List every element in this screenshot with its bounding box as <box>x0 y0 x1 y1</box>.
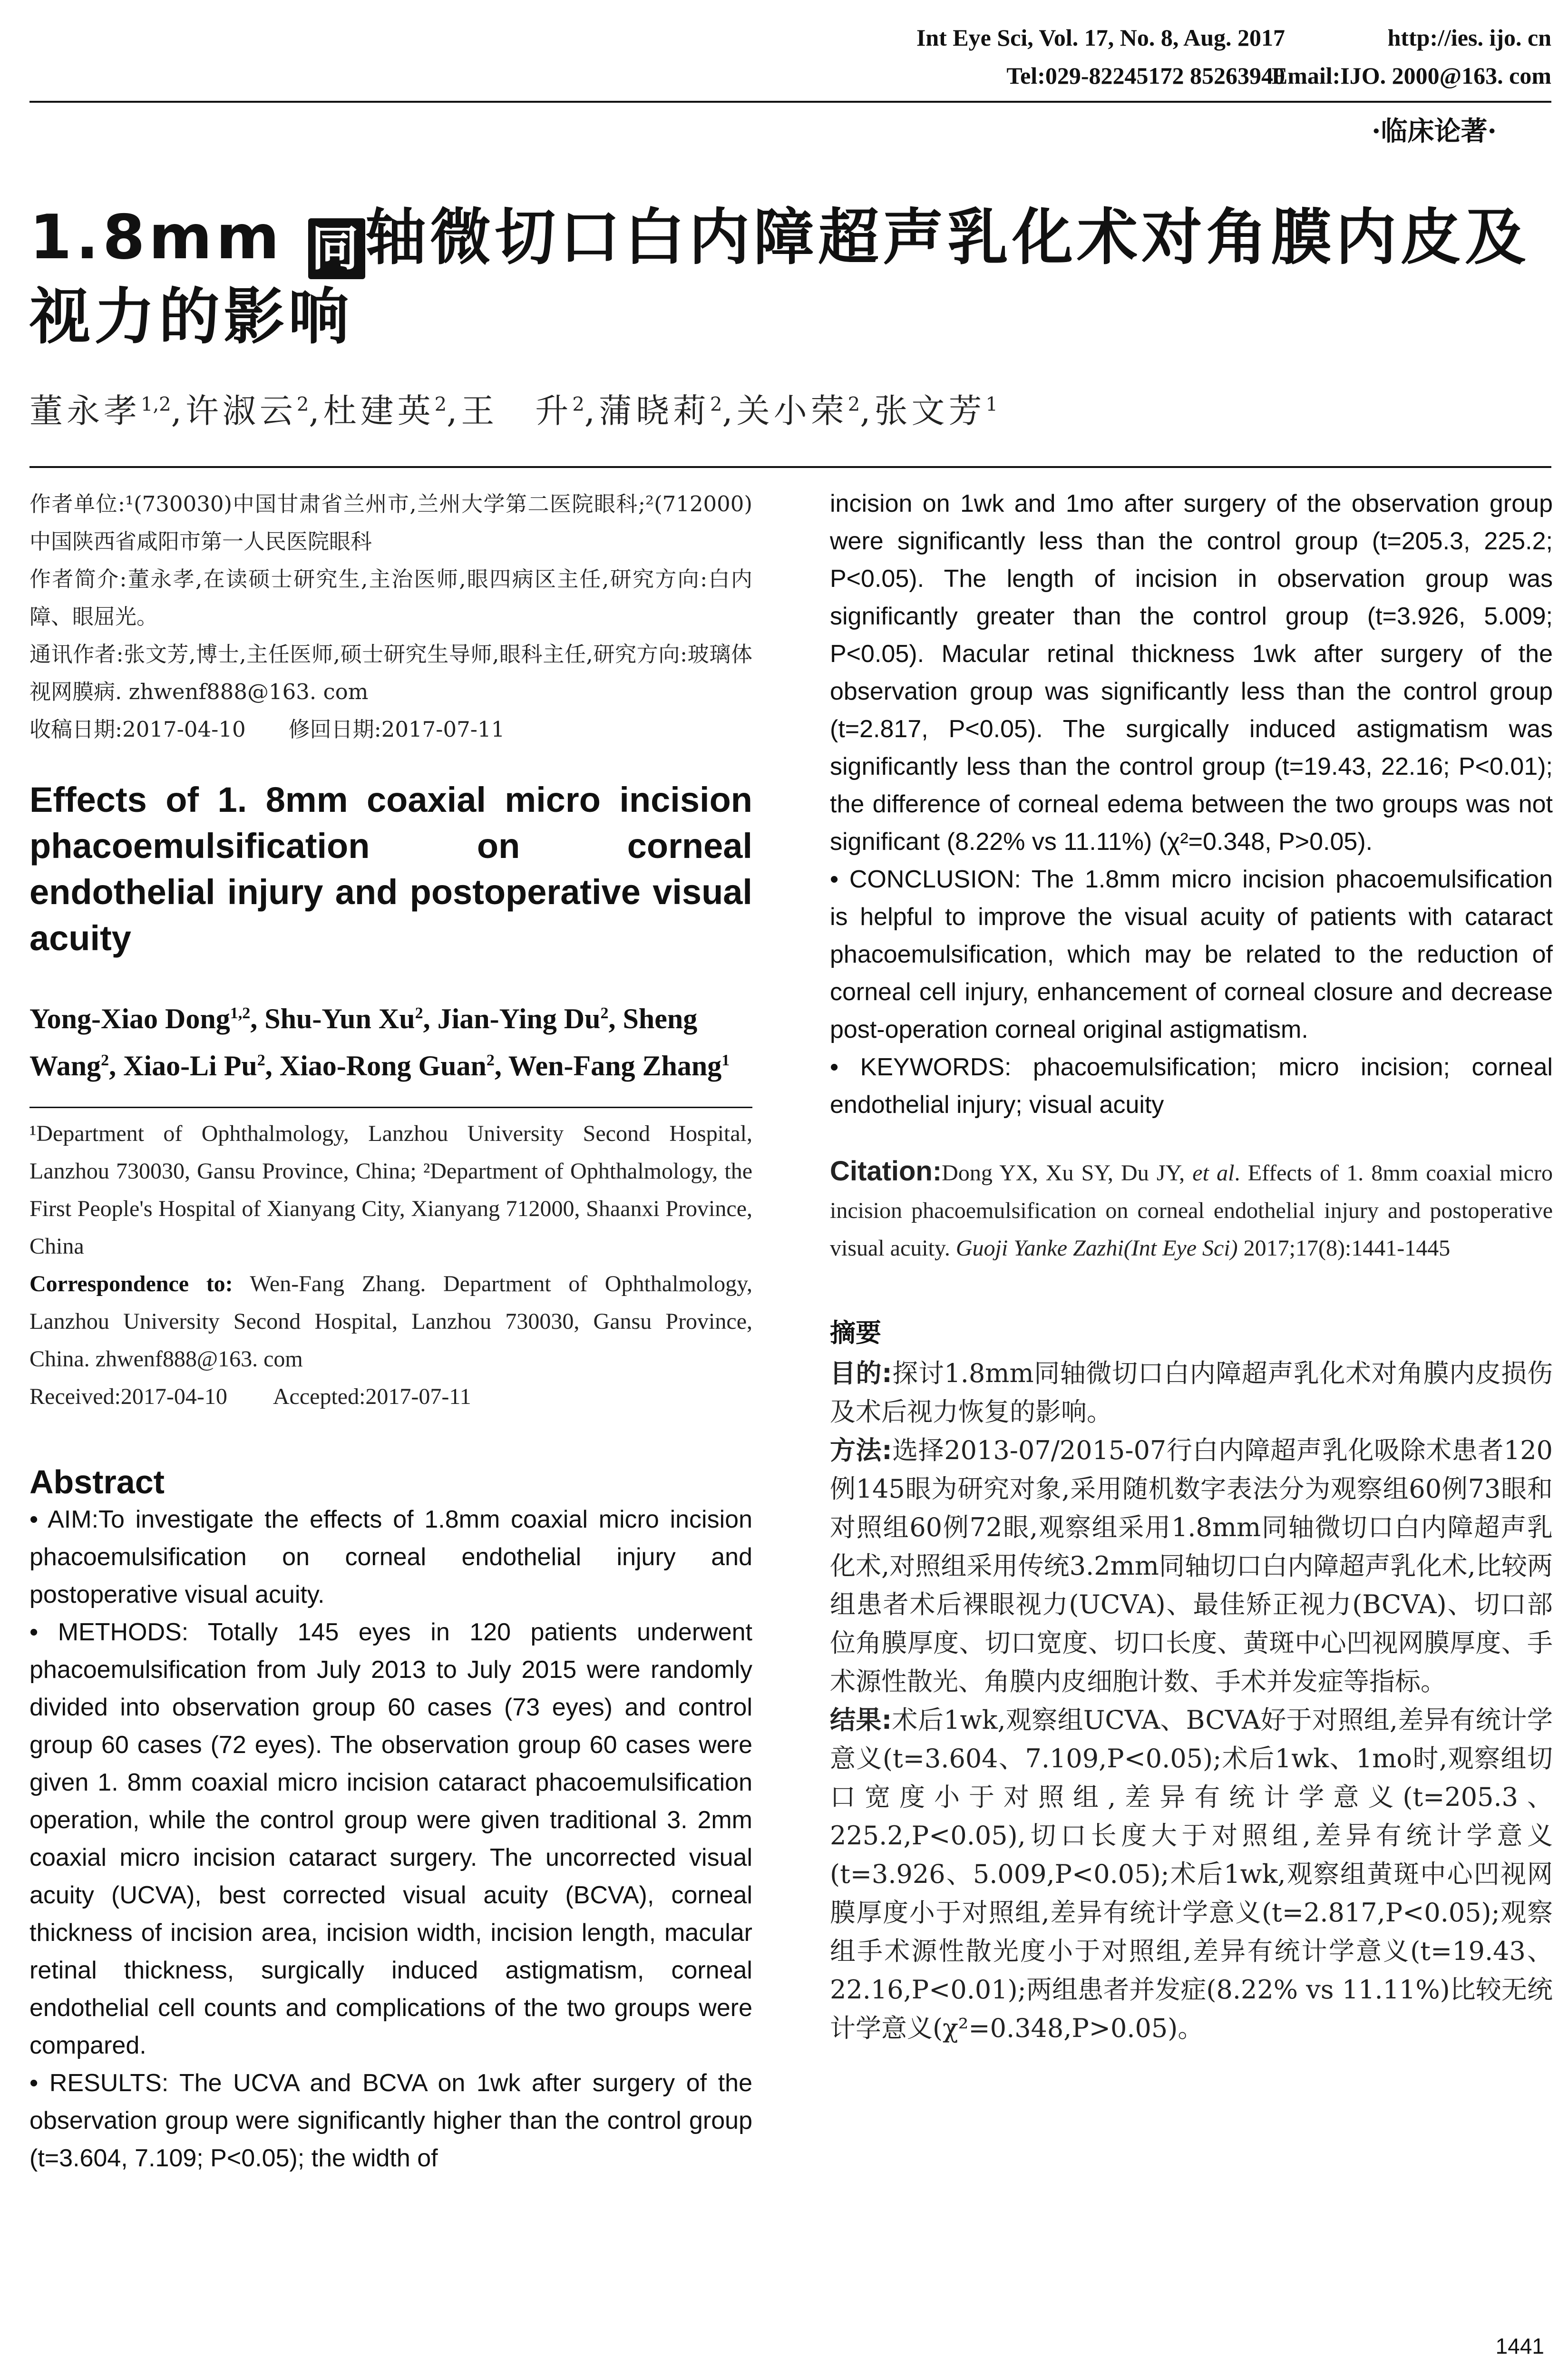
author-cn-affiliation-mark: 1,2 <box>141 393 171 416</box>
author-cn-name: 许淑云 <box>185 391 297 430</box>
author-cn-affiliation-mark: 2 <box>710 393 722 416</box>
left-column <box>29 485 752 2177</box>
author-cn <box>737 391 860 430</box>
author-cn <box>323 391 447 430</box>
author-en-affiliation-mark: 1 <box>721 1052 730 1069</box>
author-en-affiliation-mark: 2 <box>257 1052 265 1069</box>
affiliation-block-en <box>29 1115 752 1415</box>
cn-abstract-aim <box>830 1354 1553 1431</box>
citation-volume: 2017;17(8):1441-1445 <box>1237 1236 1451 1261</box>
author-cn <box>599 391 722 430</box>
author-cn <box>461 391 584 430</box>
citation <box>830 1152 1553 1267</box>
cn-results-text: 术后1wk,观察组UCVA、BCVA好于对照组,差异有统计学意义(t=3.604、7.109,P<0.05);术后1wk、1mo时,观察组切口宽度小于对照组,差异有统计学意义(t=205.3、225.2,P<0.05),切口长度大于对照组,差异有统计学意义(t=3.926、5.009,P<0.05);术后1wk,观察组黄斑中心凹视网膜厚度小于对照组,差异有统计学意义(t=2.817,P<0.05);观察组手术源性散光度小于对照组,差异有统计学意义(t=19.43、22.16,P<0.01);两组患者并发症(8.22% vs 11.11%)比较无统计学意义(χ²=0.348,P>0.05)。 <box>830 1705 1553 2043</box>
abstract-results-cont: incision on 1wk and 1mo after surgery of the observation group were significantly less than the control group (t=205.3, 225.2; P<0.05). The length of incision in observation group was significantly greater than the control group (t=3.926, 5.009; P<0.05). Macular retinal thickness 1wk after surgery of the observation group was significantly less than the control group (t=2.817, P<0.05). The surgically induced astigmatism was significantly less than the control group (t=19.43, 22.16; P<0.01); the difference of corneal edema between the two groups was not significant (8.22% vs 11.11%) (χ²=0.348, P>0.05). <box>830 490 1553 856</box>
cn-abstract-methods <box>830 1431 1553 1701</box>
dates-cn: 收稿日期:2017-04-10 修回日期:2017-07-11 <box>29 717 505 742</box>
affiliation-cn: 作者单位:¹(730030)中国甘肃省兰州市,兰州大学第二医院眼科;²(712000)中国陕西省咸阳市第一人民医院眼科 <box>29 491 752 554</box>
journal-line <box>916 24 1551 51</box>
author-cn-affiliation-mark: 2 <box>434 393 447 416</box>
english-title: Effects of 1. 8mm coaxial micro incision phacoemulsification on corneal endothelial injury and postoperative visual acuity <box>29 780 752 958</box>
journal-url[interactable]: http://ies. ijo. cn <box>1387 24 1551 51</box>
page-header <box>29 14 1551 105</box>
article-title <box>29 200 1551 355</box>
author-en <box>264 1003 423 1034</box>
author-cn <box>185 391 309 430</box>
author-en-affiliation-mark: 2 <box>101 1052 109 1069</box>
cn-abstract-results <box>830 1701 1553 2047</box>
cn-abstract <box>830 1354 1553 2047</box>
author-info-cn <box>29 485 752 748</box>
author-cn-name: 王 升 <box>461 391 573 430</box>
header-rule <box>29 101 1551 103</box>
right-column <box>830 485 1553 2047</box>
author-en-name: Shu-Yun Xu <box>264 1003 415 1034</box>
author-en-name: Yong-Xiao Dong <box>29 1003 230 1034</box>
correspondence-text: Wen-Fang Zhang. Department of Ophthalmology, Lanzhou University Second Hospital, Lanzhou 730030, Gansu Province, China. zhwenf888@163. com <box>29 1271 752 1372</box>
author-en-affiliation-mark: 2 <box>415 1004 423 1022</box>
cn-aim-text: 探讨1.8mm同轴微切口白内障超声乳化术对角膜内皮损伤及术后视力恢复的影响。 <box>830 1358 1553 1427</box>
author-cn-affiliation-mark: 1 <box>985 393 998 416</box>
author-cn <box>874 391 997 430</box>
cn-aim-label: 目的: <box>830 1358 892 1388</box>
page-number: 1441 <box>1495 2334 1544 2358</box>
title-prefix: 1.8mm <box>29 202 309 273</box>
abstract-aim: • AIM:To investigate the effects of 1.8mm coaxial micro incision phacoemulsification on corneal endothelial injury and postoperative visual acuity. <box>29 1506 752 1608</box>
author-en-name: Xiao-Li Pu <box>123 1050 257 1081</box>
column-label: ·临床论著· <box>1372 116 1497 147</box>
author-cn-name: 董永孝 <box>29 391 141 430</box>
correspondence-en <box>29 1265 752 1378</box>
cn-methods-text: 选择2013-07/2015-07行白内障超声乳化吸除术患者120例145眼为研究对象,采用随机数字表法分为观察组60例73眼和对照组60例72眼,观察组采用1.8mm同轴微切口白内障超声乳化术,对照组采用传统3.2mm同轴切口白内障超声乳化术,比较两组患者术后裸眼视力(UCVA)、最佳矫正视力(BCVA)、切口部位角膜厚度、切口宽度、切口长度、黄斑中心凹视网膜厚度、手术源性散光、角膜内皮细胞计数、手术并发症等指标。 <box>830 1435 1553 1696</box>
author-en <box>508 1050 730 1081</box>
author-en <box>123 1050 265 1081</box>
author-cn-name: 杜建英 <box>323 391 435 430</box>
affiliation-rule <box>29 1107 752 1108</box>
abstract-right <box>830 485 1553 1124</box>
journal-email[interactable]: Email:IJO. 2000@163. com <box>1271 62 1551 89</box>
author-list-en: Yong-Xiao Dong$^{1,2}$, Shu-Yun Xu$^2$, Jian-Ying Du$^2$, Sheng Wang$^2$, Xiao-Li Pu$^2$, Xiao-Rong Guan$^2$, Wen-Fang Zhang$^1$ <box>29 1003 730 1081</box>
journal-logo-icon: 同 <box>308 218 365 279</box>
citation-label: Citation: <box>830 1156 942 1187</box>
abstract-methods: • METHODS: Totally 145 eyes in 120 patients underwent phacoemulsification from July 2013 to July 2015 were randomly divided into observation group 60 cases (73 eyes) and control group 60 cases (72 eyes). The observation group 60 cases were given 1. 8mm coaxial micro incision cataract phacoemulsification operation, while the control group were given traditional 3. 2mm coaxial micro incision cataract surgery. The uncorrected visual acuity (UCVA), best corrected visual acuity (BCVA), corneal thickness of incision area, incision width, incision length, macular retinal thickness, surgically induced astigmatism, corneal endothelial cell counts and complications of the two groups were compared. <box>29 1618 752 2059</box>
author-bio-cn: 作者简介:董永孝,在读硕士研究生,主治医师,眼四病区主任,研究方向:白内障、眼屈光。 <box>29 566 752 629</box>
author-cn-affiliation-mark: 2 <box>296 393 309 416</box>
abstract-keywords: • KEYWORDS: phacoemulsification; micro incision; corneal endothelial injury; visual acuity <box>830 1053 1553 1119</box>
abstract-conclusion: • CONCLUSION: The 1.8mm micro incision phacoemulsification is helpful to improve the visual acuity of patients with cataract phacoemulsification, which may be related to the reduction of corneal cell injury, enhancement of corneal closure and decrease post-operation corneal original astigmatism. <box>830 866 1553 1043</box>
author-cn-name: 蒲晓莉 <box>599 391 711 430</box>
author-en-name: Xiao-Rong Guan <box>279 1050 487 1081</box>
title-rest: 轴微切口白内障超声乳化术对角膜内皮及视力的影响 <box>29 202 1530 352</box>
journal-tel: Tel:029-82245172 85263940 <box>1006 62 1285 89</box>
citation-title: . Effects of 1. 8mm coaxial micro incision phacoemulsification on corneal endothelial injury and postoperative visual acuity. <box>830 1160 1553 1261</box>
abstract-heading: Abstract <box>29 1463 165 1500</box>
author-cn <box>29 391 171 430</box>
abstract-left <box>29 1501 752 2177</box>
correspondence-label: Correspondence to: <box>29 1271 233 1296</box>
abstract-results-start: • RESULTS: The UCVA and BCVA on 1wk after surgery of the observation group were significantly higher than the control group (t=3.604, 7.109; P<0.05); the width of <box>29 2069 752 2172</box>
citation-journal: Guoji Yanke Zazhi(Int Eye Sci) <box>955 1236 1238 1261</box>
author-en <box>29 1003 250 1034</box>
cn-abstract-heading: 摘要 <box>830 1318 881 1348</box>
author-cn-affiliation-mark: 2 <box>847 393 860 416</box>
author-list-cn: 董永孝$^{1,2}$,许淑云$^2$,杜建英$^2$,王 升$^2$,蒲晓莉$^2$,关小荣$^2$,张文芳$^1$ <box>29 391 998 430</box>
author-en-affiliation-mark: 2 <box>600 1004 609 1022</box>
author-en-affiliation-mark: 1,2 <box>230 1004 251 1022</box>
correspondence-cn: 通讯作者:张文芳,博士,主任医师,硕士研究生导师,眼科主任,研究方向:玻璃体视网膜病. zhwenf888@163. com <box>29 642 752 704</box>
author-cn-name: 张文芳 <box>874 391 986 430</box>
cn-methods-label: 方法: <box>830 1435 892 1465</box>
title-rule <box>29 466 1551 468</box>
author-en <box>438 1003 609 1034</box>
author-en-affiliation-mark: 2 <box>486 1052 495 1069</box>
author-en-name: Sheng Wang <box>29 1003 698 1081</box>
author-en-name: Wen-Fang Zhang <box>508 1050 722 1081</box>
received-dates: Received:2017-04-10 Accepted:2017-07-11 <box>29 1384 471 1409</box>
author-cn-affiliation-mark: 2 <box>572 393 584 416</box>
author-cn-name: 关小荣 <box>736 391 848 430</box>
journal-citation: Int Eye Sci, Vol. 17, No. 8, Aug. 2017 <box>916 24 1285 51</box>
citation-etal: et al <box>1192 1160 1235 1186</box>
author-en-name: Jian-Ying Du <box>437 1003 601 1034</box>
affiliation-en: ¹Department of Ophthalmology, Lanzhou University Second Hospital, Lanzhou 730030, Gansu Province, China; ²Department of Ophthalmology, the First People's Hospital of Xianyang City, Xianyang 712000, Shaanxi Province, China <box>29 1121 752 1259</box>
citation-authors: Dong YX, Xu SY, Du JY, <box>942 1160 1193 1186</box>
cn-results-label: 结果: <box>830 1705 892 1735</box>
author-en <box>280 1050 495 1081</box>
contact-line <box>1006 62 1551 89</box>
